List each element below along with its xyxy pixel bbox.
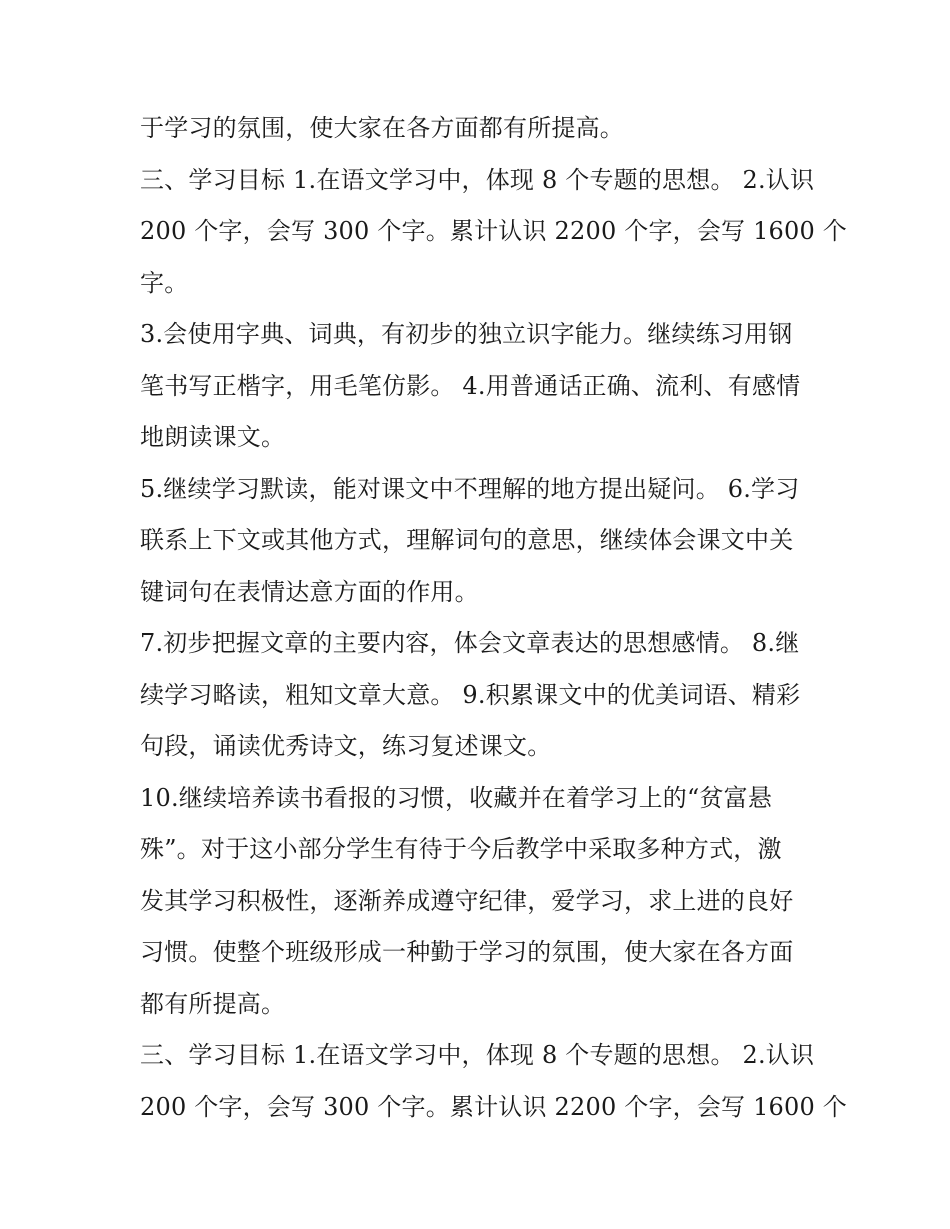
text-line: 发其学习积极性，逐渐养成遵守纪律，爱学习，求上进的良好 [140,886,794,915]
text-line: 字。 [140,268,189,297]
text-line: 续学习略读，粗知文章大意。 9.积累课文中的优美词语、精彩 [140,680,801,709]
text-line: 殊”。对于这小部分学生有待于今后教学中采取多种方式，激 [140,835,782,863]
text-line: 键词句在表情达意方面的作用。 [140,577,479,606]
text-line: 笔书写正楷字，用毛笔仿影。 4.用普通话正确、流利、有感情 [140,371,801,400]
text-line: 三、学习目标 1.在语文学习中，体现 8 个专题的思想。 2.认识 [140,165,815,194]
text-line: 都有所提高。 [140,989,286,1018]
document-body [140,103,847,1133]
text-line: 7.初步把握文章的主要内容，体会文章表达的思想感情。 8.继 [140,629,800,657]
text-line: 3.会使用字典、词典，有初步的独立识字能力。继续练习用钢 [140,320,793,348]
text-line: 联系上下文或其他方式，理解词句的意思，继续体会课文中关 [140,526,794,554]
text-line: 200 个字，会写 300 个字。累计认识 2200 个字，会写 1600 个 [140,217,847,245]
text-line: 200 个字，会写 300 个字。累计认识 2200 个字，会写 1600 个 [140,1092,847,1121]
text-line: 三、学习目标 1.在语文学习中，体现 8 个专题的思想。 2.认识 [140,1041,815,1069]
text-line: 10.继续培养读书看报的习惯，收藏并在着学习上的“贫富悬 [140,783,773,812]
text-line: 于学习的氛围，使大家在各方面都有所提高。 [140,114,624,142]
text-line: 地朗读课文。 [140,423,286,451]
text-line: 习惯。使整个班级形成一种勤于学习的氛围，使大家在各方面 [140,938,794,966]
text-line: 5.继续学习默读，能对课文中不理解的地方提出疑问。 6.学习 [140,474,800,503]
text-line: 句段，诵读优秀诗文，练习复述课文。 [140,732,552,760]
